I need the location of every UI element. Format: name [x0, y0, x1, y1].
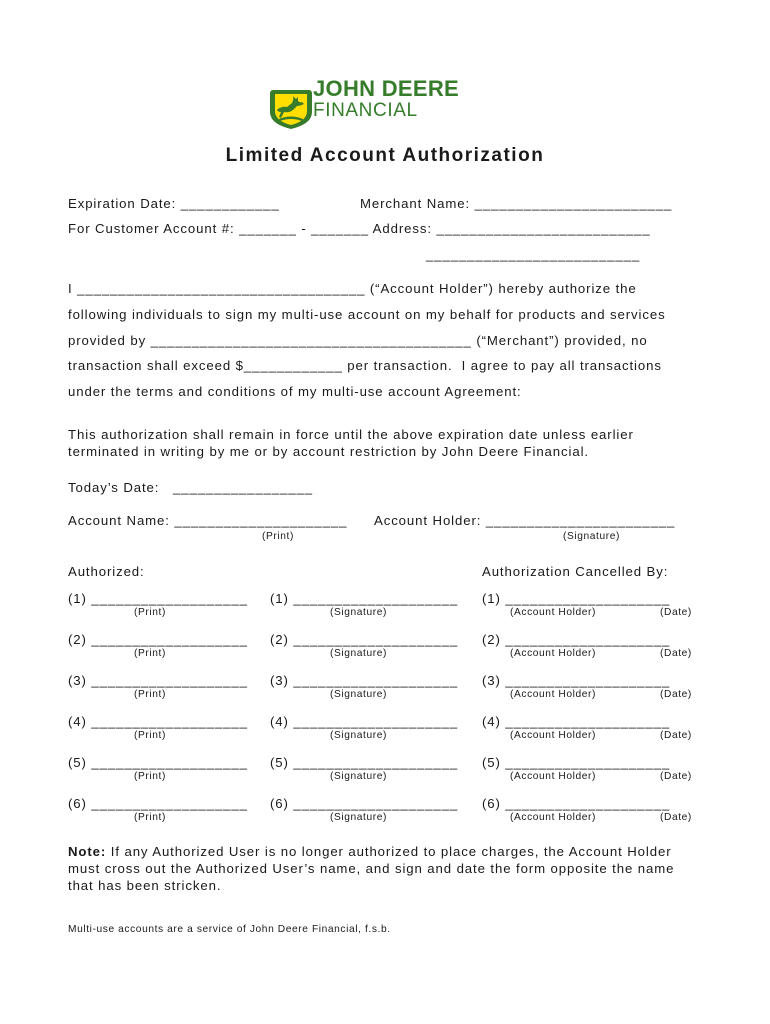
- authorized-print-line-6: (6) ___________________: [68, 796, 248, 811]
- expiration-date-field: Expiration Date: ____________: [68, 196, 280, 211]
- force-line-1: This authorization shall remain in force until the above expiration date unless earlier: [68, 427, 634, 442]
- deer-logo-icon: [269, 88, 313, 130]
- footer-disclaimer: Multi-use accounts are a service of John Deere Financial, f.s.b.: [68, 924, 391, 935]
- row-print-label: (Print): [134, 812, 166, 823]
- authorization-cancelled-label: Authorization Cancelled By:: [482, 564, 669, 579]
- account-name-field: Account Name: _____________________: [68, 513, 348, 528]
- authorized-signature-line-3: (3) ____________________: [270, 673, 459, 688]
- row-print-label: (Print): [134, 771, 166, 782]
- row-date-label: (Date): [660, 730, 692, 741]
- authorized-label: Authorized:: [68, 564, 145, 579]
- row-signature-label: (Signature): [330, 730, 387, 741]
- row-account-holder-label: (Account Holder): [510, 730, 597, 741]
- authorized-signature-line-5: (5) ____________________: [270, 755, 459, 770]
- cancelled-by-line-2: (2) ____________________: [482, 632, 671, 647]
- row-account-holder-label: (Account Holder): [510, 689, 597, 700]
- account-holder-signature-label: (Signature): [563, 531, 620, 542]
- brand-name: JOHN DEERE: [313, 76, 460, 101]
- body-line-2: following individuals to sign my multi-use account on my behalf for products and services: [68, 307, 666, 322]
- note-line-2: must cross out the Authorized User’s name, and sign and date the form opposite the name: [68, 861, 675, 876]
- authorized-signature-line-1: (1) ____________________: [270, 591, 459, 606]
- account-holder-field: Account Holder: _______________________: [374, 513, 676, 528]
- row-signature-label: (Signature): [330, 607, 387, 618]
- account-name-print-label: (Print): [262, 531, 294, 542]
- authorized-print-line-1: (1) ___________________: [68, 591, 248, 606]
- row-signature-label: (Signature): [330, 648, 387, 659]
- merchant-name-field: Merchant Name: ________________________: [360, 196, 673, 211]
- force-line-2: terminated in writing by me or by account restriction by John Deere Financial.: [68, 444, 589, 459]
- row-account-holder-label: (Account Holder): [510, 812, 597, 823]
- cancelled-by-line-4: (4) ____________________: [482, 714, 671, 729]
- cancelled-by-line-6: (6) ____________________: [482, 796, 671, 811]
- authorized-signature-line-2: (2) ____________________: [270, 632, 459, 647]
- row-account-holder-label: (Account Holder): [510, 648, 597, 659]
- brand-logo: [260, 70, 304, 112]
- note-line-3: that has been stricken.: [68, 878, 222, 893]
- row-print-label: (Print): [134, 648, 166, 659]
- cancelled-by-line-1: (1) ____________________: [482, 591, 671, 606]
- row-account-holder-label: (Account Holder): [510, 771, 597, 782]
- cancelled-by-line-5: (5) ____________________: [482, 755, 671, 770]
- customer-account-field: For Customer Account #: _______ - _______ Address: __________________________: [68, 221, 651, 236]
- page-title: Limited Account Authorization: [225, 145, 545, 166]
- note-label: Note:: [68, 844, 107, 859]
- row-print-label: (Print): [134, 730, 166, 741]
- row-date-label: (Date): [660, 607, 692, 618]
- row-account-holder-label: (Account Holder): [510, 607, 597, 618]
- body-line-1: I ___________________________________ (“Account Holder”) hereby authorize the: [68, 281, 637, 296]
- row-date-label: (Date): [660, 648, 692, 659]
- row-signature-label: (Signature): [330, 812, 387, 823]
- authorized-print-line-5: (5) ___________________: [68, 755, 248, 770]
- body-line-5: under the terms and conditions of my multi-use account Agreement:: [68, 384, 522, 399]
- brand-subname: FINANCIAL: [313, 100, 418, 121]
- authorized-print-line-4: (4) ___________________: [68, 714, 248, 729]
- authorized-signature-line-6: (6) ____________________: [270, 796, 459, 811]
- todays-date-field: Today’s Date: _________________: [68, 480, 314, 495]
- note-line-1: [68, 844, 672, 859]
- cancelled-by-line-3: (3) ____________________: [482, 673, 671, 688]
- address-line-2: __________________________: [426, 247, 641, 262]
- authorized-print-line-2: (2) ___________________: [68, 632, 248, 647]
- authorized-print-line-3: (3) ___________________: [68, 673, 248, 688]
- body-line-3: provided by _______________________________________ (“Merchant”) provided, no: [68, 333, 648, 348]
- note-text-1: If any Authorized User is no longer authorized to place charges, the Account Holder: [106, 844, 672, 859]
- row-date-label: (Date): [660, 812, 692, 823]
- row-date-label: (Date): [660, 771, 692, 782]
- row-date-label: (Date): [660, 689, 692, 700]
- body-line-4: transaction shall exceed $____________ per transaction. I agree to pay all transactions: [68, 358, 662, 373]
- row-signature-label: (Signature): [330, 771, 387, 782]
- row-print-label: (Print): [134, 607, 166, 618]
- row-signature-label: (Signature): [330, 689, 387, 700]
- authorized-signature-line-4: (4) ____________________: [270, 714, 459, 729]
- row-print-label: (Print): [134, 689, 166, 700]
